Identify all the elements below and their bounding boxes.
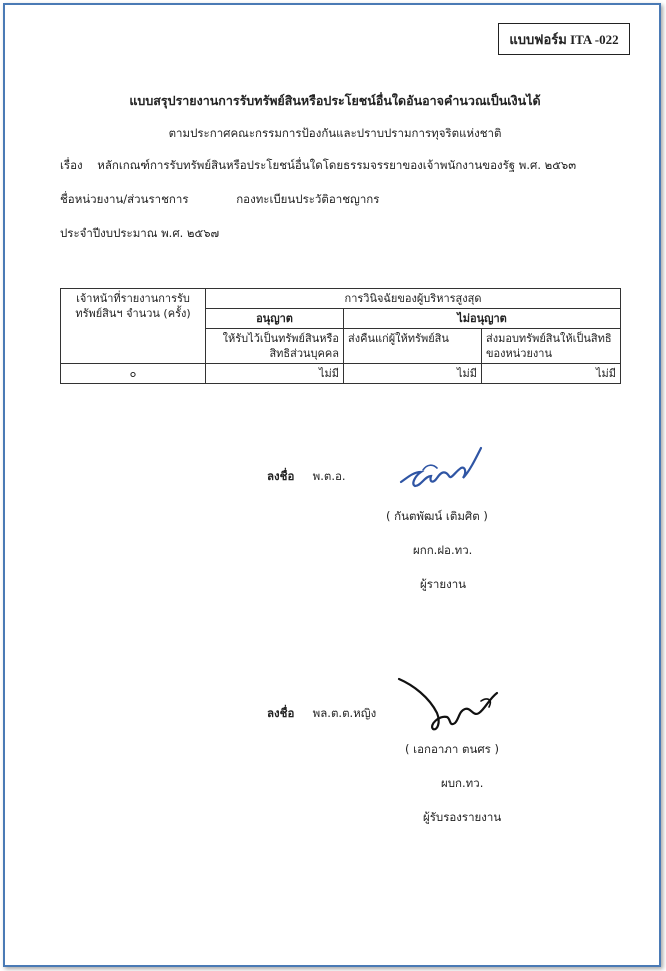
- document-subtitle: ตามประกาศคณะกรรมการป้องกันและปราบปรามการทุจริตแห่งชาติ: [168, 126, 502, 140]
- count-header-cell: [61, 289, 206, 364]
- handwritten-signature-2: [393, 671, 505, 743]
- signer-name-1: ( กันตพัฒน์ เติมศิต ): [386, 509, 488, 523]
- signer-position-1: ผกก.ฝอ.ทว.: [413, 543, 473, 557]
- subject-label: เรื่อง: [60, 158, 83, 172]
- agency-label: ชื่อหน่วยงาน/ส่วนราชการ: [60, 192, 189, 206]
- decision-header: การวินิจฉัยของผู้บริหารสูงสุด: [206, 289, 621, 309]
- count-cell: ๐: [61, 364, 206, 384]
- agency-name: กองทะเบียนประวัติอาชญากร: [236, 192, 380, 206]
- signer-rank-2: พล.ต.ต.หญิง: [312, 706, 377, 720]
- approve-sub-header: ให้รับไว้เป็นทรัพย์สินหรือสิทธิส่วนบุคคล: [206, 329, 344, 364]
- approve-cell: ไม่มี: [206, 364, 344, 384]
- table-header-row-1: [61, 289, 621, 309]
- table-row: [61, 364, 621, 384]
- agency-line: [60, 191, 379, 209]
- signer-role-2: ผู้รับรองรายงาน: [423, 810, 502, 824]
- deny-return-header: ส่งคืนแก่ผู้ให้ทรัพย์สิน: [344, 329, 482, 364]
- count-header: เจ้าหน้าที่รายงานการรับทรัพย์สินฯ จำนวน (ครั้ง): [75, 292, 191, 320]
- subject-line: [60, 157, 576, 175]
- document-page: [3, 3, 661, 967]
- sign-label-2: ลงชื่อ: [267, 706, 295, 720]
- deny-hand-over-cell: ไม่มี: [482, 364, 621, 384]
- report-table: [60, 288, 621, 384]
- signature-line-1: [267, 468, 346, 486]
- form-code-box: แบบฟอร์ม ITA -022: [498, 23, 630, 55]
- approve-header: อนุญาต: [206, 309, 344, 329]
- signer-role-1: ผู้รายงาน: [420, 577, 467, 591]
- signature-line-2: [267, 705, 376, 723]
- fiscal-year-line: ประจำปีงบประมาณ พ.ศ. ๒๕๖๗: [60, 226, 220, 240]
- signer-name-2: ( เอกอาภา ตนศร ): [405, 742, 499, 756]
- signer-rank-1: พ.ต.อ.: [312, 469, 346, 483]
- sign-label-1: ลงชื่อ: [267, 469, 295, 483]
- deny-return-cell: ไม่มี: [344, 364, 482, 384]
- handwritten-signature-1: [393, 442, 489, 502]
- deny-hand-over-header: ส่งมอบทรัพย์สินให้เป็นสิทธิของหน่วยงาน: [482, 329, 621, 364]
- subject-text: หลักเกณฑ์การรับทรัพย์สินหรือประโยชน์อื่นใดโดยธรรมจรรยาของเจ้าพนักงานของรัฐ พ.ศ. ๒๕๖๓: [97, 158, 577, 172]
- deny-header: ไม่อนุญาต: [344, 309, 621, 329]
- signer-position-2: ผบก.ทว.: [441, 776, 484, 790]
- document-title: แบบสรุปรายงานการรับทรัพย์สินหรือประโยชน์อื่นใดอันอาจคำนวณเป็นเงินได้: [129, 93, 541, 108]
